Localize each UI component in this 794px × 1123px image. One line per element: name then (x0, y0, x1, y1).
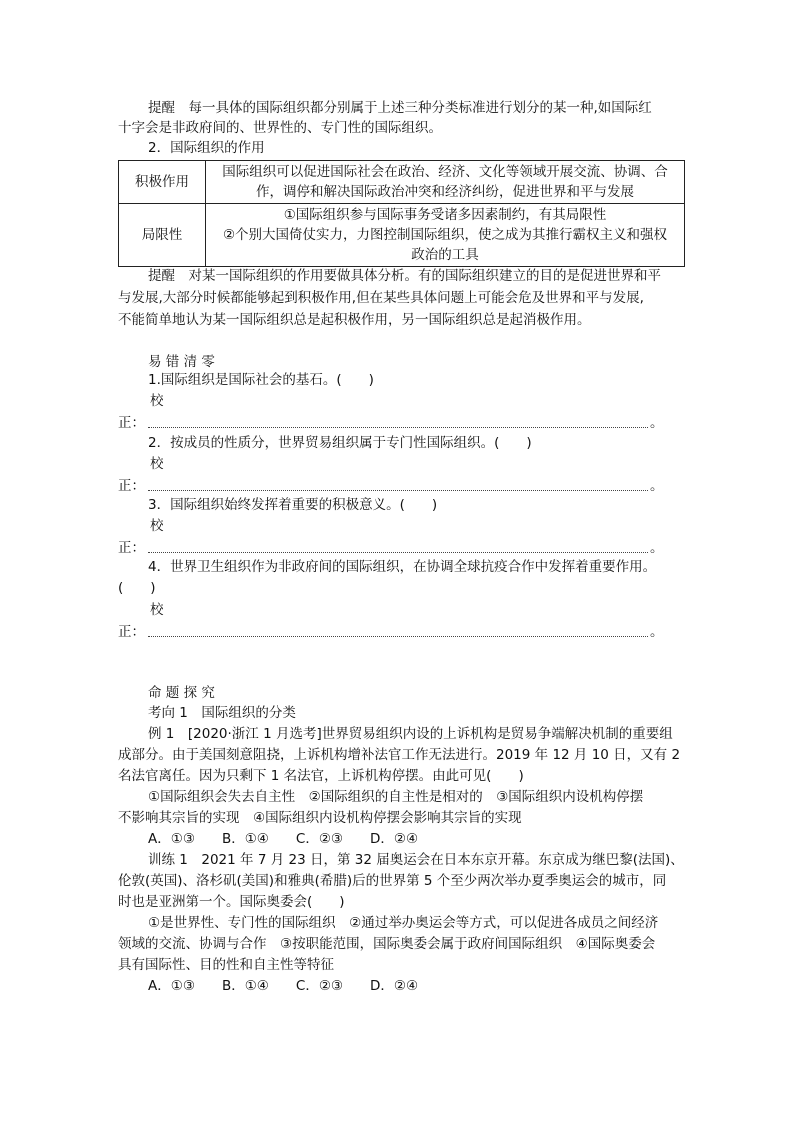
intro-line-2: 十字会是非政府间的、世界性的、专门性的国际组织。 (118, 120, 442, 136)
correction-label-bottom: 正： (118, 415, 145, 431)
correction-blank[interactable] (148, 427, 648, 428)
correction-blank[interactable] (148, 552, 648, 553)
example-line-3: 名法官离任。因为只剩下 1 名法官，上诉机构停摆。由此可见( ) (118, 768, 524, 784)
correction-blank[interactable] (148, 490, 648, 491)
intro-text-1: 每一具体的国际组织都分别属于上述三种分类标准进行划分的某一种,如国际红 (188, 100, 652, 116)
example-line-2: 成部分。由于美国刻意阻挠，上诉机构增补法官工作无法进行。2019 年 12 月 10 日，又有 2 (118, 747, 681, 763)
note2-line-2: 与发展,大部分时候都能够起到积极作用,但在某些具体问题上可能会危及世界和平与发展, (118, 290, 644, 306)
mingti-title: 命 题 探 究 (148, 685, 215, 701)
correction-blank[interactable] (148, 636, 648, 637)
example-line-1: 例 1 [2020·浙江 1 月选考]世界贸易组织内设的上诉机构是贸易争端解决机制的重要组 (148, 726, 673, 742)
row-key-limitation: 局限性 (119, 204, 206, 267)
row-value-line: 国际组织可以促进国际社会在政治、经济、文化等领域开展交流、协调、合 (222, 164, 668, 180)
correction-label-top: 校 (150, 456, 164, 472)
training-statement-2: 领域的交流、协调与合作 ③按职能范围，国际奥委会属于政府间国际组织 ④国际奥委会 (118, 936, 656, 952)
training-statement-3: 具有国际性、目的性和自主性等特征 (118, 957, 334, 973)
yicuo-item-2: 2．按成员的性质分，世界贸易组织属于专门性国际组织。( ) (148, 435, 532, 451)
note2-label: 提醒 (148, 268, 175, 284)
example-statement-1: ①国际组织会失去自主性 ②国际组织的自主性是相对的 ③国际组织内设机构停摆 (148, 789, 644, 805)
row-value-limitation (206, 204, 685, 267)
yicuo-title: 易 错 清 零 (148, 354, 215, 370)
correction-label-top: 校 (150, 602, 164, 618)
row-key-positive: 积极作用 (119, 161, 206, 204)
row-value-line: 作，调停和解决国际政治冲突和经济纠纷，促进世界和平与发展 (256, 184, 634, 200)
row-value-line: ②个别大国倚仗实力，力图控制国际组织，使之成为其推行霸权主义和强权 (222, 227, 668, 243)
correction-label-bottom: 正： (118, 540, 145, 556)
note2-text-1: 对某一国际组织的作用要做具体分析。有的国际组织建立的目的是促进世界和平 (188, 268, 661, 284)
correction-end-mark: 。 (650, 478, 664, 494)
training-line-1: 训练 1 2021 年 7 月 23 日，第 32 届奥运会在日本东京开幕。东京成为继巴黎(法国)、 (148, 852, 684, 868)
note2-line-3: 不能简单地认为某一国际组织总是起积极作用，另一国际组织总是起消极作用。 (118, 312, 591, 328)
intro-label: 提醒 (148, 100, 175, 116)
correction-label-top: 校 (150, 393, 164, 409)
yicuo-item-3: 3．国际组织始终发挥着重要的积极意义。( ) (148, 497, 438, 513)
kaoxiang-heading: 考向 1 国际组织的分类 (148, 705, 296, 721)
training-statement-1: ①是世界性、专门性的国际组织 ②通过举办奥运会等方式，可以促进各成员之间经济 (148, 915, 659, 931)
yicuo-item-1: 1.国际组织是国际社会的基石。( ) (148, 372, 374, 388)
correction-label-bottom: 正： (118, 624, 145, 640)
training-line-3: 时也是亚洲第一个。国际奥委会( ) (118, 894, 345, 910)
training-options: A．①③ B．①④ C．②③ D．②④ (148, 978, 419, 994)
section-2-title: 2．国际组织的作用 (148, 140, 265, 156)
training-line-2: 伦敦(英国)、洛杉矶(美国)和雅典(希腊)后的世界第 5 个至少两次举办夏季奥运会的城市，同 (118, 873, 667, 889)
correction-end-mark: 。 (650, 540, 664, 556)
row-value-line: ①国际组织参与国际事务受诸多因素制约，有其局限性 (283, 207, 607, 223)
yicuo-item-4: 4．世界卫生组织作为非政府间的国际组织，在协调全球抗疫合作中发挥着重要作用。 (148, 559, 657, 575)
correction-label-top: 校 (150, 518, 164, 534)
example-statement-2: 不影响其宗旨的实现 ④国际组织内设机构停摆会影响其宗旨的实现 (118, 810, 522, 826)
yicuo-item-4-bracket: ( ) (118, 580, 156, 596)
correction-end-mark: 。 (650, 415, 664, 431)
table-row (119, 161, 685, 204)
roles-table (118, 160, 685, 267)
intro-line-1 (148, 98, 652, 118)
note2-line-1 (148, 266, 661, 286)
correction-label-bottom: 正： (118, 478, 145, 494)
example-options: A．①③ B．①④ C．②③ D．②④ (148, 831, 419, 847)
correction-end-mark: 。 (650, 624, 664, 640)
row-value-line: 政治的工具 (411, 247, 479, 263)
row-value-positive (206, 161, 685, 204)
table-row (119, 204, 685, 267)
